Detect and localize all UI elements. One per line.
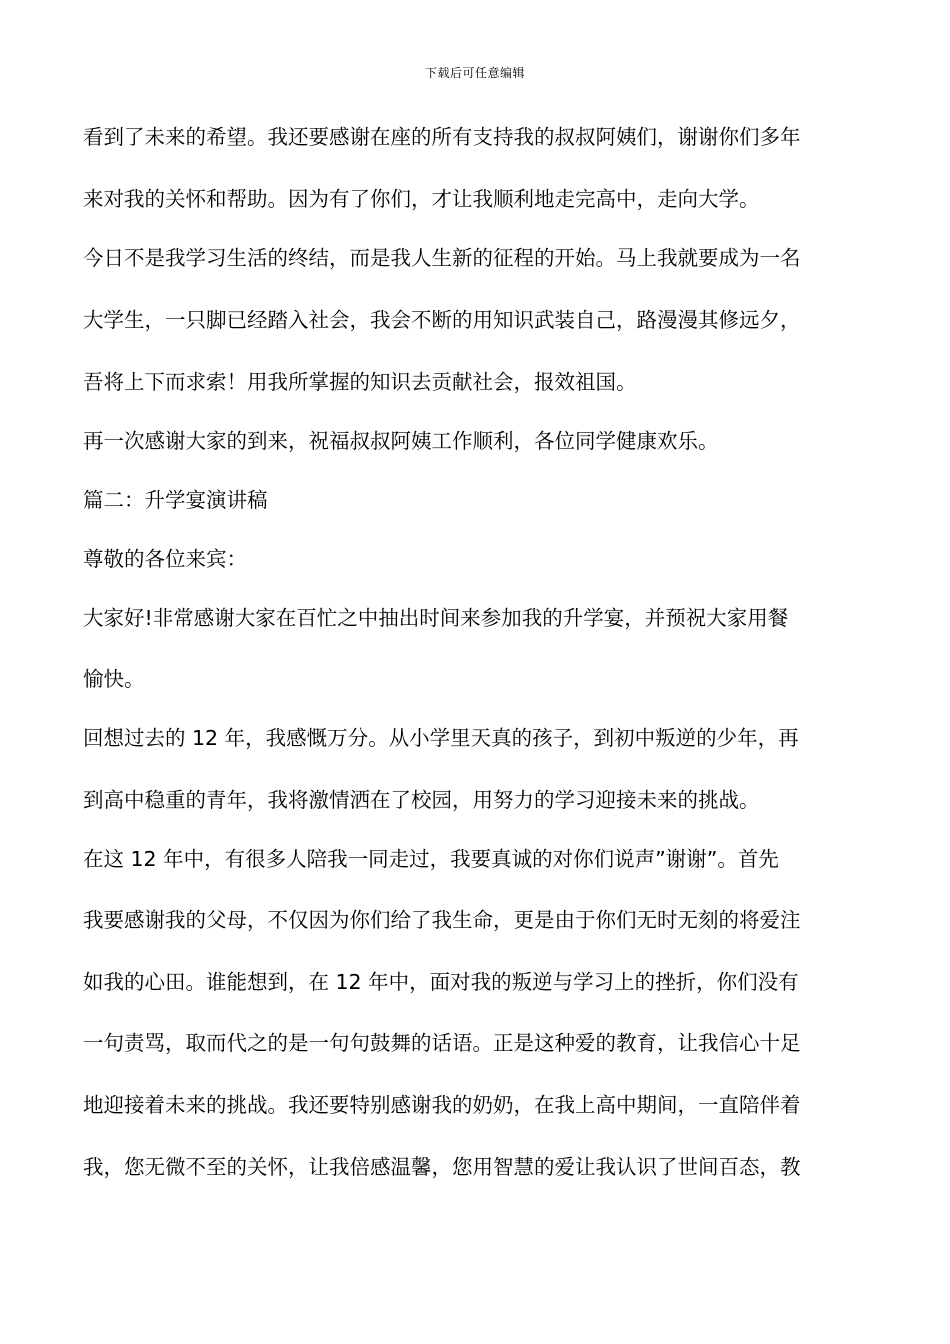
paragraph-line: 地迎接着未来的挑战。我还要特别感谢我的奶奶，在我上高中期间，一直陪伴着	[83, 1093, 801, 1117]
paragraph-line: 到高中稳重的青年，我将激情洒在了校园，用努力的学习迎接未来的挑战。	[83, 788, 760, 812]
paragraph-line: 我，您无微不至的关怀，让我倍感温馨，您用智慧的爱让我认识了世间百态，教	[83, 1155, 801, 1179]
salutation: 尊敬的各位来宾：	[83, 547, 247, 571]
page-header: 下载后可任意编辑	[424, 66, 525, 80]
paragraph-line: 我要感谢我的父母，不仅因为你们给了我生命，更是由于你们无时无刻的将爱注	[83, 908, 801, 932]
paragraph-line: 在这 12 年中，有很多人陪我一同走过，我要真诚的对你们说声”谢谢”。首先	[83, 847, 779, 871]
paragraph-line: 愉快。	[83, 667, 145, 691]
paragraph-line: 大学生，一只脚已经踏入社会，我会不断的用知识武装自己，路漫漫其修远夕，	[83, 308, 801, 332]
paragraph-line: 如我的心田。谁能想到，在 12 年中，面对我的叛逆与学习上的挫折，你们没有	[83, 970, 799, 994]
paragraph-line: 回想过去的 12 年，我感慨万分。从小学里天真的孩子，到初中叛逆的少年，再	[83, 726, 799, 750]
paragraph-line: 再一次感谢大家的到来，祝福叔叔阿姨工作顺利，各位同学健康欢乐。	[83, 429, 719, 453]
section-heading: 篇二：升学宴演讲稿	[83, 488, 268, 512]
paragraph-line: 大家好!非常感谢大家在百忙之中抽出时间来参加我的升学宴，并预祝大家用餐	[83, 606, 789, 630]
paragraph-line: 吾将上下而求索！用我所掌握的知识去贡献社会，报效祖国。	[83, 370, 637, 394]
paragraph-line: 看到了未来的希望。我还要感谢在座的所有支持我的叔叔阿姨们，谢谢你们多年	[83, 125, 801, 149]
paragraph-line: 来对我的关怀和帮助。因为有了你们，才让我顺利地走完高中，走向大学。	[83, 187, 760, 211]
paragraph-line: 今日不是我学习生活的终结，而是我人生新的征程的开始。马上我就要成为一名	[83, 246, 801, 270]
paragraph-line: 一句责骂，取而代之的是一句句鼓舞的话语。正是这种爱的教育，让我信心十足	[83, 1031, 801, 1055]
